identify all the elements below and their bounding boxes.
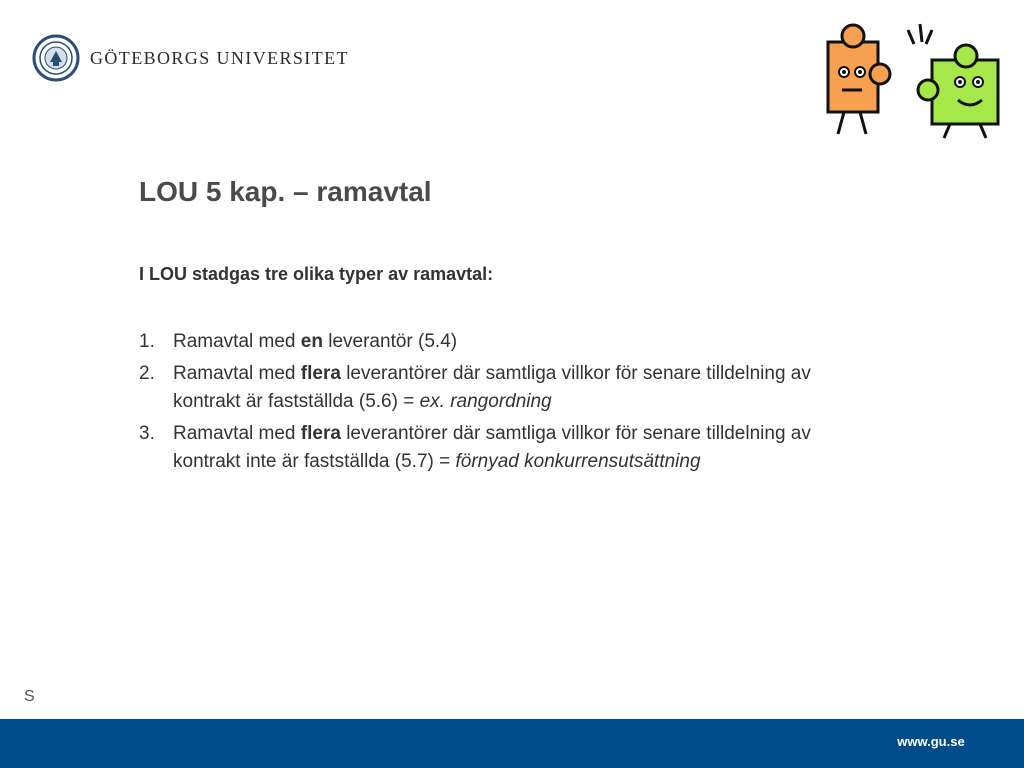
item-text: leverantörer där samtliga villkor för senare tilldelning av kontrakt är fastställda (5.6) (173, 363, 811, 412)
item-equals: = (403, 391, 420, 412)
item-emphasis: en (300, 331, 323, 352)
slide-marker: S (24, 688, 35, 705)
puzzle-pieces-illustration (820, 16, 1010, 144)
item-text: Ramavtal med (173, 363, 301, 384)
intro-text: I LOU stadgas tre olika typer av ramavtal: (139, 264, 494, 284)
footer-bar (0, 719, 1024, 768)
slide-title: LOU 5 kap. – ramavtal (139, 176, 432, 207)
item-emphasis: flera (300, 423, 341, 444)
item-text: leverantör (5.4) (322, 331, 458, 352)
item-text: leverantörer där samtliga villkor för senare tilldelning av kontrakt inte är fastställda (5.7) (173, 423, 811, 472)
item-equals: = (439, 451, 456, 472)
list-item (139, 420, 839, 476)
university-name: GÖTEBORGS UNIVERSITET (90, 47, 349, 68)
list-item (139, 360, 839, 416)
item-note: förnyad konkurrensutsättning (455, 451, 701, 472)
item-number: 1. (139, 331, 155, 352)
item-emphasis: flera (300, 363, 341, 384)
item-text: Ramavtal med (173, 331, 301, 352)
list-item (139, 328, 839, 356)
item-number: 3. (139, 423, 155, 444)
university-seal-icon (32, 34, 80, 82)
framework-agreement-list (139, 328, 839, 480)
item-number: 2. (139, 363, 155, 384)
university-logo (32, 34, 349, 82)
footer-url[interactable]: www.gu.se (897, 734, 965, 749)
item-text: Ramavtal med (173, 423, 301, 444)
item-note: ex. rangordning (419, 391, 552, 412)
